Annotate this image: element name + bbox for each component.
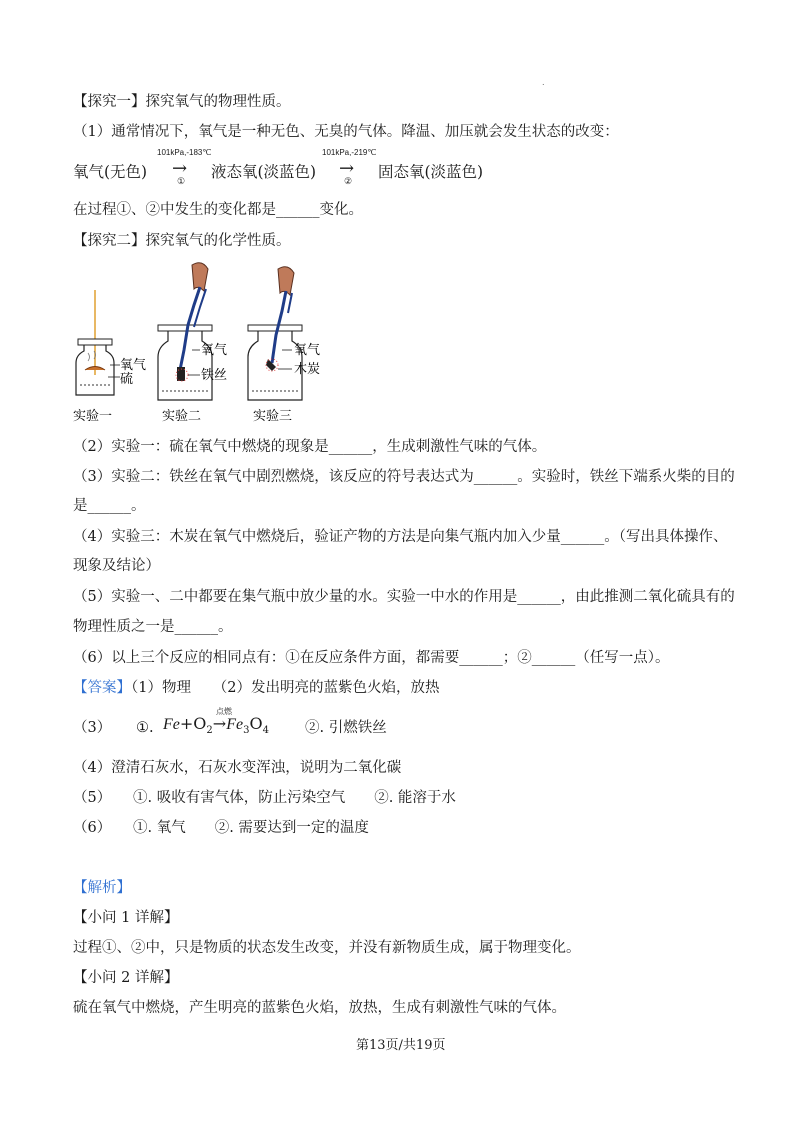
exp3-label: 实验三 — [253, 409, 293, 424]
exp2-substance-label: 铁丝 — [201, 368, 228, 383]
answer-label: 【答案】 — [73, 680, 131, 696]
exp1-substance-label: 硫 — [120, 372, 134, 387]
question-1-blank: 在过程①、②中发生的变化都是______变化。 — [73, 202, 363, 218]
experiment-3-jar — [248, 267, 320, 424]
answer-4: （4）澄清石灰水，石灰水变浑浊，说明为二氧化碳 — [73, 760, 402, 776]
arrow-icon: → — [172, 158, 188, 179]
question-4-line2: 现象及结论） — [73, 558, 160, 574]
answer-3-item1: ①. — [136, 720, 154, 736]
sub-question-1-text: 过程①、②中，只是物质的状态发生改变，并没有新物质生成，属于物理变化。 — [73, 940, 581, 956]
eq-o: O — [249, 714, 263, 733]
eq-oxygen-gas: 氧气(无色) — [73, 163, 148, 181]
exp3-substance-label: 木炭 — [294, 362, 321, 377]
experiment-2-jar — [158, 263, 227, 424]
eq-step-2: ② — [344, 177, 353, 187]
page-number: 第13页/共19页 — [356, 1038, 446, 1053]
answer-1-2: （1）物理 （2）发出明亮的蓝紫色火焰，放热 — [131, 680, 440, 696]
answer-line-1 — [73, 678, 439, 698]
answer-5: （5） ①. 吸收有害气体，防止污染空气 ②. 能溶于水 — [73, 790, 456, 806]
eq-condition-ignite: 点燃 — [216, 707, 232, 716]
sub-question-2-text: 硫在氧气中燃烧，产生明亮的蓝紫色火焰，放热，生成有刺激性气味的气体。 — [73, 1000, 566, 1016]
question-6: （6）以上三个反应的相同点有：①在反应条件方面，都需要______；②______（任写一点）。 — [73, 650, 670, 666]
experiments-figure — [70, 255, 340, 430]
eq-sub-4: 4 — [262, 725, 269, 737]
exp2-gas-label: 氧气 — [201, 343, 228, 358]
analysis-label: 【解析】 — [73, 880, 131, 896]
arrow-icon: → — [339, 158, 355, 179]
eq-condition-2: 101kPa,-219℃ — [322, 148, 377, 157]
answer-3-num: （3） — [73, 720, 112, 736]
question-3-line1: （3）实验二：铁丝在氧气中剧烈燃烧，该反应的符号表达式为______。实验时，铁丝下端系火柴的目的 — [73, 469, 735, 485]
answer-3 — [73, 718, 111, 738]
question-1: （1）通常情况下，氧气是一种无色、无臭的气体。降温、加压就会发生状态的改变： — [73, 124, 619, 140]
question-3-line2: 是______。 — [73, 498, 146, 514]
exp1-label: 实验一 — [73, 409, 113, 424]
sub-question-2-title: 【小问 2 详解】 — [73, 970, 179, 986]
experiment-1-jar — [73, 290, 146, 424]
exp2-label: 实验二 — [162, 409, 202, 424]
answer-3-item2: ②. 引燃铁丝 — [305, 720, 387, 736]
question-2: （2）实验一：硫在氧气中燃烧的现象是______，生成刺激性气味的气体。 — [73, 439, 547, 455]
answer-6: （6） ①. 氧气 ②. 需要达到一定的温度 — [73, 820, 369, 836]
question-4-line1: （4）实验三：木炭在氧气中燃烧后，验证产物的方法是向集气瓶内加入少量______。（写出具体操作、 — [73, 529, 728, 545]
eq-solid-oxygen: 固态氧(淡蓝色) — [378, 163, 484, 181]
section2-title: 【探究二】探究氧气的化学性质。 — [73, 233, 291, 249]
eq-sub-2: 2 — [206, 725, 213, 737]
header-dot: . — [542, 78, 545, 87]
eq-fe: Fe — [163, 716, 180, 733]
exp3-gas-label: 氧气 — [294, 343, 321, 358]
eq-condition-1: 101kPa,-183℃ — [157, 148, 212, 157]
eq-plus-o: +O — [179, 714, 207, 733]
sub-question-1-title: 【小问 1 详解】 — [73, 910, 179, 926]
question-5-line2: 物理性质之一是______。 — [73, 619, 233, 635]
eq-liquid-oxygen: 液态氧(淡蓝色) — [211, 163, 317, 181]
answer-3-equation — [163, 714, 269, 736]
eq-fe-2: Fe — [226, 716, 244, 733]
eq-step-1: ① — [177, 177, 186, 187]
eq-arrow: → — [212, 714, 227, 733]
exp1-gas-label: 氧气 — [120, 358, 147, 373]
question-5-line1: （5）实验一、二中都要在集气瓶中放少量的水。实验一中水的作用是______，由此推测二氧化硫具有的 — [73, 589, 735, 605]
section1-title: 【探究一】探究氧气的物理性质。 — [73, 94, 291, 110]
eq-sub-3: 3 — [243, 725, 250, 737]
